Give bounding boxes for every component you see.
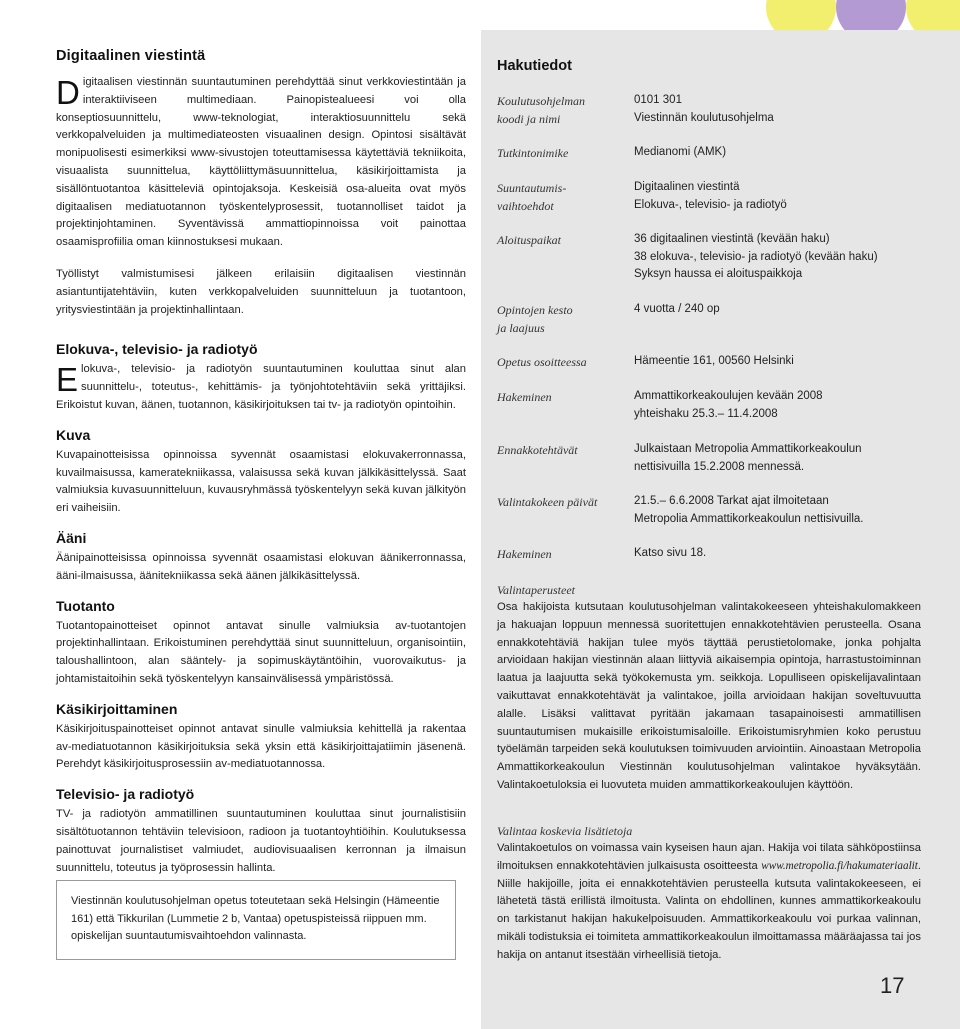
employment-paragraph: Työllistyt valmistumisesi jälkeen erilaisiin digitaalisen viestinnän asiantuntijatehtäviin, kuten verkkopalveluiden suunnitteluun ja tuotantoon, yritysviestintään ja projektinhallintaan. bbox=[56, 267, 466, 316]
koskevia-text: Valintakoetulos on voimassa vain kyseisen haun ajan. Hakija voi tilata sähköpostiinsa ilmoituksen ennakkotehtävien julkaisusta osoitteesta www.metropolia.fi/hakumateriaalit. Niille hakijoille, joita ei ennakkotehtävien perusteella kutsuta valintakokeeseen, ei lähetetä tästä erillistä ilmoitusta. Valinta on ehdollinen, kunnes ammattikorkeakoulu on tarkistanut hakijan hakukelpoisuuden. Ammattikorkeakoulu voi purkaa valinnan, mikäli todistuksia ei toimiteta ammattikorkeakoulun ilmoittamassa määräajassa tai jos hakija on antanut itsestään virheellisiä tietoja. bbox=[497, 842, 921, 961]
info-value: 36 digitaalinen viestintä (kevään haku) 38 elokuva-, televisio- ja radiotyö (kevään haku) Syksyn haussa ei aloituspaikkoja bbox=[634, 233, 878, 280]
hakutiedot-sidebar bbox=[481, 30, 960, 1029]
page-number: 17 bbox=[880, 973, 905, 998]
info-key: Opetus osoitteessa bbox=[497, 355, 587, 369]
dropcap-e: E bbox=[56, 361, 79, 399]
info-value: Digitaalinen viestintä Elokuva-, televisio- ja radiotyö bbox=[634, 181, 787, 211]
elokuva-paragraph bbox=[56, 361, 466, 414]
info-key: Tutkintonimike bbox=[497, 146, 569, 160]
info-value: Katso sivu 18. bbox=[634, 547, 707, 559]
heading-televisio: Televisio- ja radiotyö bbox=[56, 786, 195, 803]
kasikirjoittaminen-paragraph: Käsikirjoituspainotteiset opinnot antavat sinulle valmiuksia kehittellä ja rakentaa av-mediatuotannon käsikirjoituksia sekä yksin että käsikirjoittajatiimin jäsenenä. Perehdyt käsikirjoitusprosessiin av-mediatuotannossa. bbox=[56, 722, 466, 771]
location-note-box bbox=[56, 880, 456, 960]
valintaperusteet-text: Osa hakijoista kutsutaan koulutusohjelman valintakokeeseen yhteishakulomakkeen ja hakuajan loppuun mennessä suoritettujen ennakkotehtävien perusteella. Osana ennakkotehtäviä hakijan tulee myös täyttää perustietolomake, jonka pohjalta arvioidaan hakijan viestinnän alaan liittyviä aikaisempia opintoja, harrastustoiminnan laatua ja laajuutta sekä työkokemusta ym. seikkoja. Lopulliseen opiskelijavalintaan vaikuttavat ennakkotehtävät ja valintakoe, joilla arvioidaan hakijan soveltuvuutta alalle. Lisäksi valittavat pyritään jakamaan tasapainoisesti ammatillisen suuntautumisen mukaisille erikoistumisaloille. Erikoistumisryhmien koko perustuu työelämän tarpeiden sekä koulutuksen toimivuuden arviointiin. Ainoastaan Metropolia Ammattikorkeakoulun Viestinnän koulutusohjelman valintakoe hyväksytään. Valintakoetuloksia ei luovuteta muiden ammattikorkeakoulujen käyttöön. bbox=[497, 601, 921, 791]
info-value: 4 vuotta / 240 op bbox=[634, 303, 720, 315]
info-value: Hämeentie 161, 00560 Helsinki bbox=[634, 355, 794, 367]
info-key: Ennakkotehtävät bbox=[497, 443, 578, 457]
heading-elokuva: Elokuva-, televisio- ja radiotyö bbox=[56, 341, 258, 358]
info-key: Opintojen kesto ja laajuus bbox=[497, 303, 573, 335]
heading-aani: Ääni bbox=[56, 529, 87, 546]
info-value: 0101 301 Viestinnän koulutusohjelma bbox=[634, 94, 774, 124]
info-key: Suuntautumis- vaihtoehdot bbox=[497, 181, 567, 213]
kuva-paragraph: Kuvapainotteisissa opinnoissa syvennät osaamistasi elokuvakerronnassa, kuvailmaisussa, kameratekniikassa, valaisussa sekä kuvan jälkikäsittelyssä. Saat valmiuksia kuvasuunnitteluun, kuvausryhmässä työskentelyyn sekä kuvan jälkityön eri vaiheisiin. bbox=[56, 448, 466, 515]
valintaperusteet-heading: Valintaperusteet bbox=[497, 583, 575, 597]
elokuva-text: lokuva-, televisio- ja radiotyön suuntautuminen kouluttaa sinut alan suunnittelu-, toteutus-, kehittämis- ja työnjohtotehtäviin sekä yrittäjiksi. Erikoistut kuvan, äänen, tuotannon, käsikirjoituksen tai tv- ja radiotyön opintoihin. bbox=[56, 363, 466, 411]
koskevia-section bbox=[497, 822, 921, 965]
info-key: Hakeminen bbox=[497, 390, 552, 404]
tuotanto-paragraph: Tuotantopainotteiset opinnot antavat sinulle valmiuksia av-tuotantojen projektinhallintaan. Erikoistuminen perehdyttää sinut suunnitteluun, organisointiin, taloushallintoon, alan sääntely- ja sopimuskäytäntöihin, vuorovaikutus- ja johtamistaitoihin sekä työskentelyyn kansainvälisessä ympäristössä. bbox=[56, 619, 466, 685]
info-value: Medianomi (AMK) bbox=[634, 146, 727, 158]
heading-kuva: Kuva bbox=[56, 426, 91, 443]
intro-paragraph bbox=[56, 74, 466, 252]
location-note-text: Viestinnän koulutusohjelman opetus toteutetaan sekä Helsingin (Hämeentie 161) että Tikkurilan (Lummetie 2 b, Vantaa) opetuspisteissä riippuen mm. opiskelijan suuntautumisvaihtoehdon valinnasta. bbox=[71, 895, 440, 942]
intro-text: igitaalisen viestinnän suuntautuminen perehdyttää sinut verkkoviestintään ja interaktiiviseen multimediaan. Painopistealueesi voi olla konseptiosuunnittelu, www-teknologiat, interaktiosuunnittelu sekä verkkopalveluiden ja multimediateosten visuaalinen design. Opintosi sisältävät monipuolisesti esimerkiksi www-sivustojen toteuttamisessa käytettäviä tekniikoita, visuaalista suunnittelua, käyttöliittymäsuunnittelua, käsikirjoittamista ja sisällöntuotantoa käsitteleviä opintojaksoja. Keskeisiä osa-alueita ovat myös digitaalisen mediatuotannon työskentelyprosessit, tuotannolliset taidot ja projektinjohtaminen. Syventävissä ammattiopinnoissa voit painottaa osaamisprofiilia oman kiinnostuksesi mukaan. bbox=[56, 76, 466, 249]
hakumateriaalit-link[interactable]: www.metropolia.fi/hakumateriaalit bbox=[761, 859, 918, 872]
info-key: Aloituspaikat bbox=[497, 233, 561, 247]
info-value: 21.5.– 6.6.2008 Tarkat ajat ilmoitetaan Metropolia Ammattikorkeakoulun nettisivuilla. bbox=[634, 495, 864, 525]
info-key: Valintakokeen päivät bbox=[497, 495, 598, 509]
televisio-paragraph: TV- ja radiotyön ammatillinen suuntautuminen kouluttaa sinut journalistisiin sisältötuotannon tehtäviin televisioon, radioon ja tuotantoyhtiöihin. Koulutuksessa painottuvat journalistiset valmiudet, audiovisuaalisen kerronnan ja ilmaisun suunnittelu, toteutus ja työprosessin hallinta. bbox=[56, 808, 466, 874]
heading-tuotanto: Tuotanto bbox=[56, 597, 115, 614]
aani-paragraph: Äänipainotteisissa opinnoissa syvennät osaamistasi elokuvan äänikerronnassa, ääni-ilmaisussa, äänitekniikassa sekä äänen jälkikäsittelyssä. bbox=[56, 551, 466, 582]
hakutiedot-title: Hakutiedot bbox=[497, 58, 572, 74]
koskevia-heading: Valintaa koskevia lisätietoja bbox=[497, 824, 633, 838]
info-key: Koulutusohjelman koodi ja nimi bbox=[497, 94, 586, 126]
left-column bbox=[56, 48, 466, 877]
heading-digitaalinen-viestinta: Digitaalinen viestintä bbox=[56, 48, 206, 64]
info-key: Hakeminen bbox=[497, 547, 552, 561]
dropcap-d: D bbox=[56, 74, 80, 111]
heading-kasikirjoittaminen: Käsikirjoittaminen bbox=[56, 700, 178, 717]
valintaperusteet-section bbox=[497, 581, 921, 795]
info-value: Ammattikorkeakoulujen kevään 2008 yhteishaku 25.3.– 11.4.2008 bbox=[634, 390, 823, 420]
info-value: Julkaistaan Metropolia Ammattikorkeakoulun nettisivuilla 15.2.2008 mennessä. bbox=[634, 443, 862, 473]
